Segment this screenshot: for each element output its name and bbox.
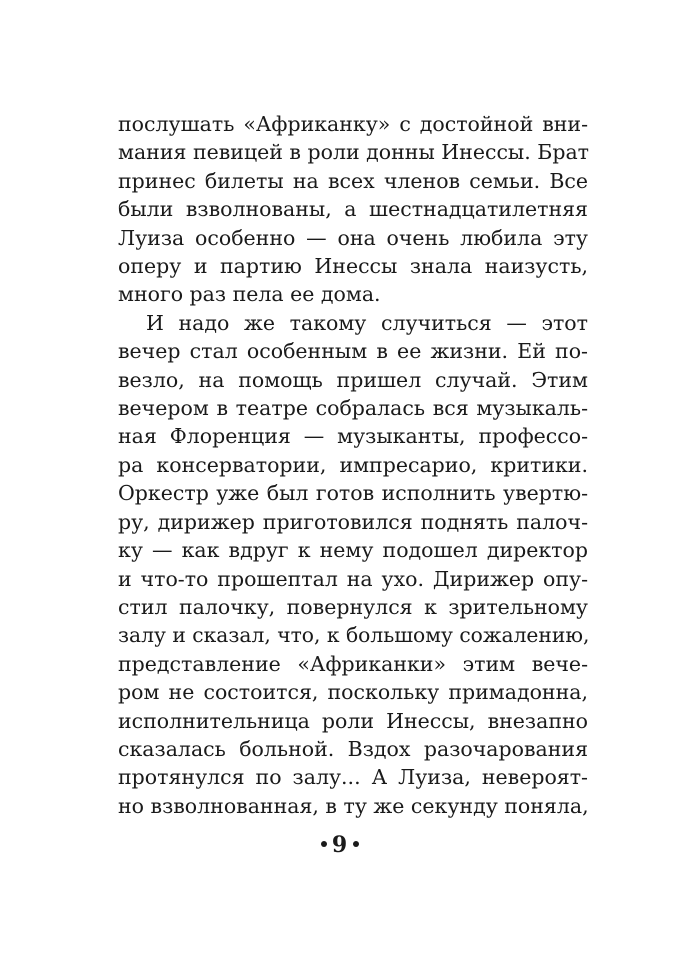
page-number [0,832,680,858]
text-line: И надо же такому случиться — этот [146,310,588,335]
text-line: сказалась больной. Вздох разочарования [118,736,588,761]
text-line: Луиза особенно — она очень любила эту [118,225,588,250]
text-line: ром не состоится, поскольку примадонна, [118,680,588,705]
text-line: представление «Африканки» этим вече- [118,651,588,676]
text-line: протянулся по залу... А Луиза, невероят- [118,765,588,790]
text-line: вечер стал особенным в ее жизни. Ей по- [118,339,588,364]
paragraph-1 [118,110,588,309]
text-line: ра консерватории, импресарио, критики. [118,452,588,477]
text-line: и что-то прошептал на ухо. Дирижер опу- [118,566,588,591]
text-line: везло, на помощь пришел случай. Этим [118,367,588,392]
body-text [118,110,588,820]
text-line: ная Флоренция — музыканты, профессо- [118,424,588,449]
text-line: ку — как вдруг к нему подошел директор [118,538,588,563]
page-number-value: 9 [331,832,349,858]
text-line: вечером в театре собралась вся музыкаль- [118,396,588,421]
folio-dot-right [353,841,359,847]
text-line: но взволнованная, в ту же секунду поняла, [118,793,589,818]
text-line: оперу и партию Инессы знала наизусть, [118,254,588,279]
text-line: исполнительница роли Инессы, внезапно [118,708,588,733]
text-line: Оркестр уже был готов исполнить увертю- [118,481,588,506]
text-line: ру, дирижер приготовился поднять палоч- [118,509,588,534]
text-line: залу и сказал, что, к большому сожалению, [118,623,590,648]
text-line: мания певицей в роли донны Инессы. Брат [118,140,590,165]
text-line: послушать «Африканку» с достойной вни- [118,112,588,136]
text-line: принес билеты на всех членов семьи. Все [118,168,588,193]
text-line: много раз пела ее дома. [118,282,381,307]
folio-dot-left [321,841,327,847]
text-line: были взволнованы, а шестнадцатилетняя [118,197,588,222]
paragraph-2 [118,309,588,820]
text-line: стил палочку, повернулся к зрительному [118,594,588,619]
